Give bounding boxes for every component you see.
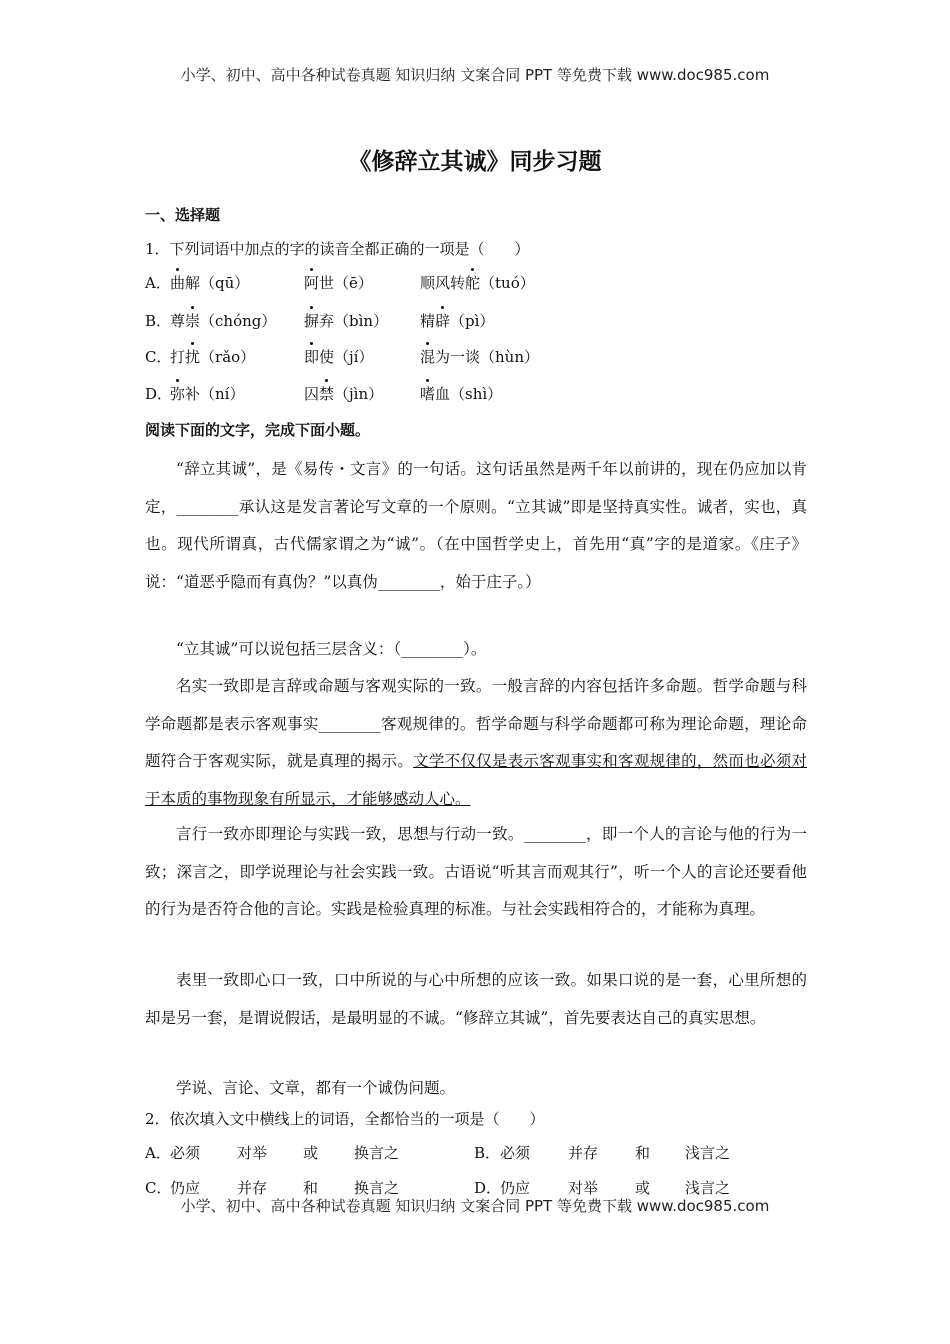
dotted-char: 曲 xyxy=(170,274,186,292)
q1-option-b-label: B． xyxy=(145,312,172,330)
passage-paragraph-3 xyxy=(145,668,807,818)
q2-option-c-word-4: 换言之 xyxy=(354,1179,400,1197)
q1-option-b-word-1: 尊崇（chóng） xyxy=(170,312,277,330)
q2-option-a-word-4: 换言之 xyxy=(354,1144,400,1162)
reading-instruction: 阅读下面的文字，完成下面小题。 xyxy=(145,421,371,439)
q1-option-d-label: D． xyxy=(145,385,173,403)
q1-option-a-word-3: 顺风转舵（tuó） xyxy=(420,274,535,292)
q1-option-d-word-1: 弥补（ní） xyxy=(170,385,245,403)
q2-option-c-word-3: 和 xyxy=(303,1179,319,1197)
passage-paragraph-6: 学说、言论、文章，都有一个诚伪问题。 xyxy=(176,1079,456,1097)
q1-option-a-word-1: 曲解（qū） xyxy=(170,274,250,292)
q2-option-d-word-4: 浅言之 xyxy=(685,1179,731,1197)
q2-option-d-label: D． xyxy=(474,1179,502,1197)
q2-option-c-label: C． xyxy=(145,1179,172,1197)
q1-option-c-word-3: 混为一谈（hùn） xyxy=(420,348,539,366)
q1-option-b-word-2: 摒弃（bìn） xyxy=(304,312,389,330)
q2-option-b-word-4: 浅言之 xyxy=(685,1144,731,1162)
dotted-char: 扰 xyxy=(185,348,201,366)
q2-option-a-word-2: 对举 xyxy=(237,1144,268,1162)
page-title: 《修辞立其诚》同步习题 xyxy=(348,149,602,175)
dotted-char: 弥 xyxy=(170,385,186,403)
passage-paragraph-1: “辞立其诚”，是《易传・文言》的一句话。这句话虽然是两千年以前讲的，现在仍应加以肯定，________承认这是发言著论写文章的一个原则。“立其诚”即是坚持真实性。诚者，实也，真也。现代所谓真，古代儒家谓之为“诚”。（在中国哲学史上，首先用“真”字的是道家。《庄子》说：“道恶乎隐而有真伪？”以真伪________，始于庄子。） xyxy=(145,460,807,591)
passage-paragraph-2: “立其诚”可以说包括三层含义：（________）。 xyxy=(176,640,487,658)
q2-option-a-label: A． xyxy=(145,1144,171,1162)
q2-option-c-word-1: 仍应 xyxy=(170,1179,201,1197)
q1-option-c-word-2: 即使（jí） xyxy=(304,348,374,366)
passage-paragraph-3-text: 名实一致即是言辞或命题与客观实际的一致。一般言辞的内容包括许多命题。哲学命题与科学命题都是表示客观事实________客观规律的。哲学命题与科学命题都可称为理论命题，理论命题符合于客观实际，就是真理的揭示。 xyxy=(145,677,807,770)
q2-option-d-word-2: 对举 xyxy=(568,1179,599,1197)
page-footer: 小学、初中、高中各种试卷真题 知识归纳 文案合同 PPT 等免费下载 www.doc985.com xyxy=(180,1197,770,1215)
q2-option-b-label: B． xyxy=(474,1144,501,1162)
dotted-char: 崇 xyxy=(185,312,201,330)
q1-option-c-word-1: 打扰（rǎo） xyxy=(170,348,256,366)
q2-option-a-word-1: 必须 xyxy=(170,1144,201,1162)
q1-option-b-word-3: 精辟（pì） xyxy=(420,312,495,330)
dotted-char: 嗜 xyxy=(420,385,436,403)
dotted-char: 摒 xyxy=(304,312,320,330)
q1-option-a-word-2: 阿世（ē） xyxy=(304,274,373,292)
dotted-char: 舵 xyxy=(465,274,481,292)
passage-paragraph-4: 言行一致亦即理论与实践一致，思想与行动一致。________，即一个人的言论与他的行为一致；深言之，即学说理论与社会实践一致。古语说“听其言而观其行”，听一个人的言论还要看他的行为是否符合他的言论。实践是检验真理的标准。与社会实践相符合的，才能称为真理。 xyxy=(145,825,807,918)
q2-option-c-word-2: 并存 xyxy=(237,1179,268,1197)
q2-option-d-word-1: 仍应 xyxy=(500,1179,531,1197)
question-1-stem: 1．下列词语中加点的字的读音全都正确的一项是（ ） xyxy=(145,240,530,258)
q1-option-c-label: C． xyxy=(145,348,172,366)
page-header: 小学、初中、高中各种试卷真题 知识归纳 文案合同 PPT 等免费下载 www.doc985.com xyxy=(180,66,770,84)
q2-option-d-word-3: 或 xyxy=(635,1179,651,1197)
underlined-sentence: 文学不仅仅是表示客观事实和客观规律的，然而也必须对于本质的事物现象有所显示，才能够感动人心。 xyxy=(145,752,807,808)
section-heading-choice: 一、选择题 xyxy=(145,206,221,224)
dotted-char: 辟 xyxy=(435,312,451,330)
q1-option-d-word-3: 嗜血（shì） xyxy=(420,385,503,403)
passage-paragraph-5: 表里一致即心口一致，口中所说的与心中所想的应该一致。如果口说的是一套，心里所想的却是另一套，是谓说假话，是最明显的不诚。“修辞立其诚”，首先要表达自己的真实思想。 xyxy=(145,971,807,1027)
q2-option-b-word-1: 必须 xyxy=(500,1144,531,1162)
q1-option-d-word-2: 囚禁（jìn） xyxy=(304,385,384,403)
q1-option-a-label: A． xyxy=(145,274,171,292)
dotted-char: 混 xyxy=(420,348,436,366)
q2-option-b-word-2: 并存 xyxy=(568,1144,599,1162)
question-2-stem: 2．依次填入文中横线上的词语，全都恰当的一项是（ ） xyxy=(145,1110,545,1128)
q2-option-b-word-3: 和 xyxy=(635,1144,651,1162)
dotted-char: 禁 xyxy=(319,385,335,403)
dotted-char: 阿 xyxy=(304,274,320,292)
dotted-char: 即 xyxy=(304,348,320,366)
q2-option-a-word-3: 或 xyxy=(303,1144,319,1162)
